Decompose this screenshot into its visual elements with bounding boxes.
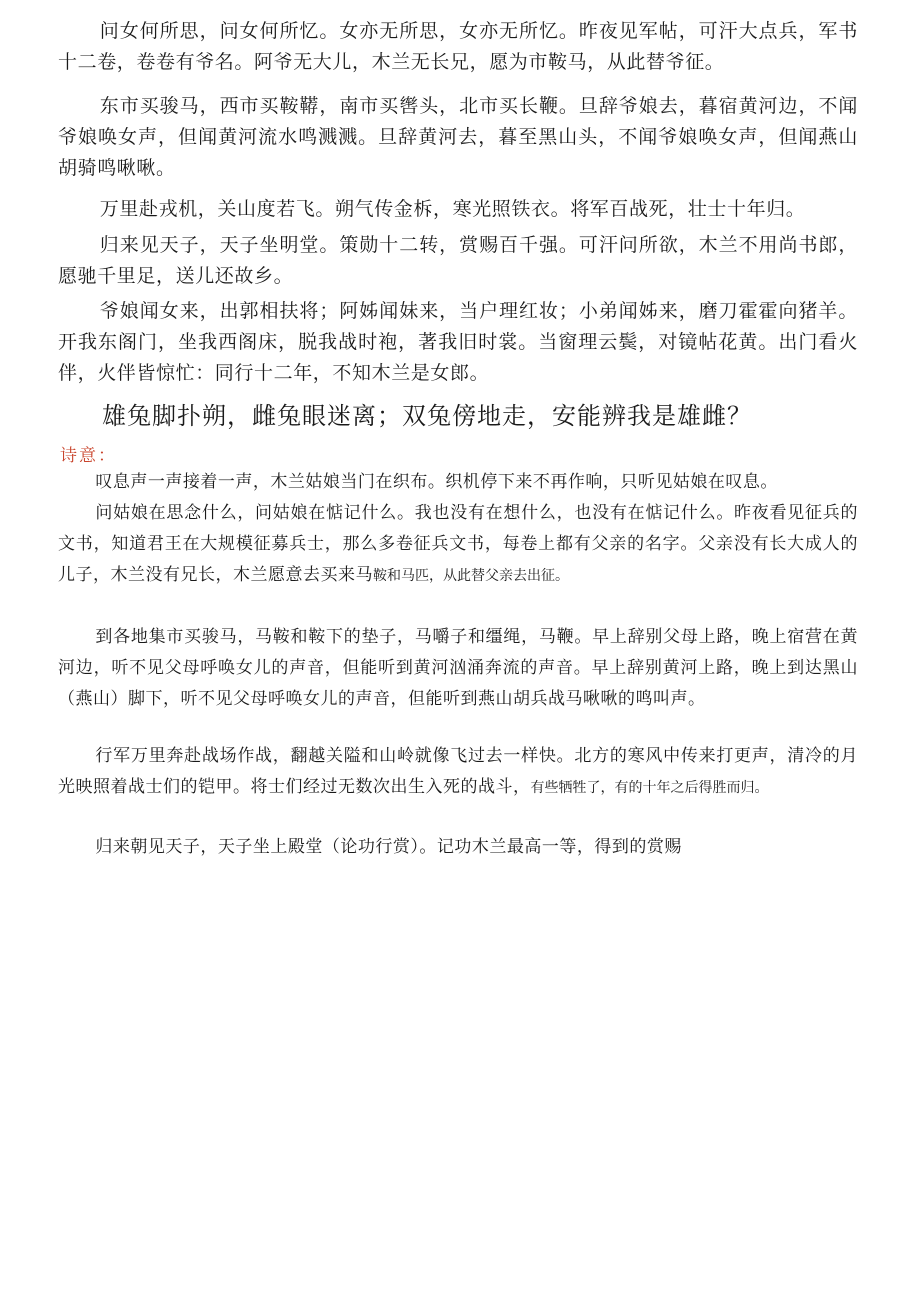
translation-paragraph-4-main: 行军万里奔赴战场作战，翻越关隘和山岭就像飞过去一样快。北方的寒风中传来打更声，清冷的月光映照着战士们的铠甲。将士们经过无数次出生入死的战斗， <box>58 746 858 797</box>
translation-paragraph-4-small: 有些牺牲了，有的十年之后得胜而归。 <box>530 780 769 796</box>
poem-paragraph-3: 万里赴戎机，关山度若飞。朔气传金柝，寒光照铁衣。将军百战死，壮士十年归。 <box>99 198 806 220</box>
translation-paragraph-2-small: 鞍和马匹，从此替父亲去出征。 <box>373 568 569 584</box>
translation-paragraph-1: 叹息声一声接着一声，木兰姑娘当门在织布。织机停下来不再作响，只听见姑娘在叹息。 <box>95 472 778 492</box>
poem-paragraph-1: 问女何所思，问女何所忆。女亦无所思，女亦无所忆。昨夜见军帖，可汗大点兵，军书十二卷，卷卷有爷名。阿爷无大儿，木兰无长兄，愿为市鞍马，从此替爷征。 <box>58 20 858 73</box>
translation-paragraph-5: 归来朝见天子，天子坐上殿堂（论功行赏）。记功木兰最高一等，得到的赏赐 <box>95 837 682 857</box>
translation-paragraph-4 <box>58 741 858 804</box>
translation-paragraph-3: 到各地集市买骏马，马鞍和鞍下的垫子，马嚼子和缰绳，马鞭。早上辞别父母上路，晚上宿营在黄河边，听不见父母呼唤女儿的声音，但能听到黄河汹涌奔流的声音。早上辞别黄河上路，晚上到达黑山（燕山）脚下，听不见父母呼唤女儿的声音，但能听到燕山胡兵战马啾啾的鸣叫声。 <box>58 627 858 709</box>
translation-paragraph-2 <box>58 498 858 592</box>
translation-heading: 诗意： <box>60 446 117 466</box>
poem-paragraph-4: 归来见天子，天子坐明堂。策勋十二转，赏赐百千强。可汗问所欲，木兰不用尚书郎，愿驰千里足，送儿还故乡。 <box>58 234 858 287</box>
poem-paragraph-5: 爷娘闻女来，出郭相扶将；阿姊闻妹来，当户理红妆；小弟闻姊来，磨刀霍霍向猪羊。开我东阁门，坐我西阁床，脱我战时袍，著我旧时裳。当窗理云鬓，对镜帖花黄。出门看火伴，火伴皆惊忙：同行十二年，不知木兰是女郎。 <box>58 300 858 384</box>
translation-paragraph-2-main: 问姑娘在思念什么，问姑娘在惦记什么。我也没有在想什么，也没有在惦记什么。昨夜看见征兵的文书，知道君王在大规模征募兵士，那么多卷征兵文书，每卷上都有父亲的名字。父亲没有长大成人的儿子，木兰没有兄长，木兰愿意去买来马 <box>58 503 858 585</box>
poem-paragraph-2: 东市买骏马，西市买鞍鞯，南市买辔头，北市买长鞭。旦辞爷娘去，暮宿黄河边，不闻爷娘唤女声，但闻黄河流水鸣溅溅。旦辞黄河去，暮至黑山头，不闻爷娘唤女声，但闻燕山胡骑鸣啾啾。 <box>58 95 858 179</box>
poem-paragraph-6: 雄兔脚扑朔，雌兔眼迷离；双兔傍地走，安能辨我是雄雌？ <box>102 402 752 430</box>
